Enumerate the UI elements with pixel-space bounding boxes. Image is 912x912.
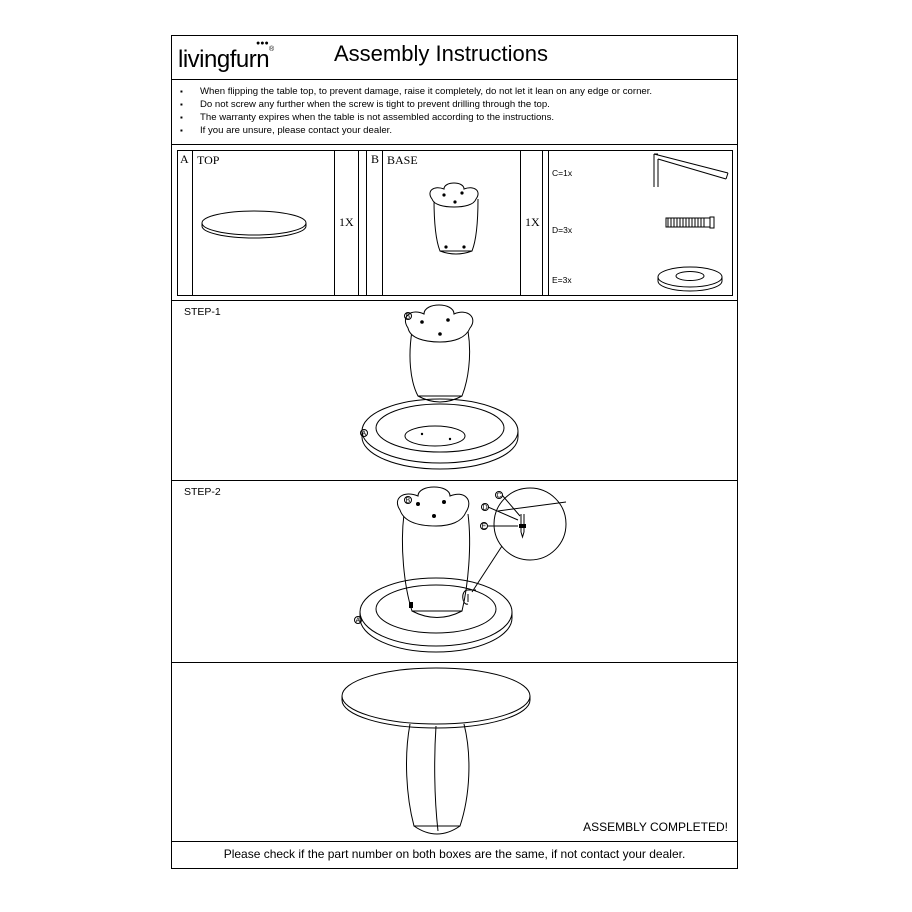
part-a-name: TOP: [197, 153, 220, 167]
step-2-label: STEP-2: [184, 486, 221, 498]
completed-table-illustration: [172, 36, 739, 870]
step-2-tag-d: D: [482, 504, 488, 512]
note-item: ▪ When flipping the table top, to prevent damage, raise it completely, do not let it lean on any edge or corner.: [178, 85, 652, 98]
page-title: Assembly Instructions: [334, 41, 548, 66]
part-a-letter: A: [180, 152, 189, 166]
step-2-tag-b: B: [405, 497, 411, 505]
part-c-label: C=1x: [552, 168, 573, 178]
part-b-name: BASE: [387, 153, 418, 167]
brand-dots-icon: ●●●: [256, 40, 269, 47]
note-item: ▪ If you are unsure, please contact your dealer.: [178, 124, 652, 137]
step-2-tag-e: E: [481, 523, 487, 531]
step-1-tag-a: A: [361, 430, 367, 438]
step-2-tag-c: C: [496, 492, 502, 500]
assembly-completed-label: ASSEMBLY COMPLETED!: [583, 820, 728, 834]
part-d-label: D=3x: [552, 225, 573, 235]
step-1-label: STEP-1: [184, 306, 221, 318]
step-2-tag-a: A: [355, 617, 361, 625]
part-b-qty: 1X: [525, 215, 540, 229]
brand-logo: livingfurn®: [178, 46, 274, 73]
note-item: ▪ Do not screw any further when the screw is tight to prevent drilling through the top.: [178, 98, 652, 111]
instruction-sheet: [171, 35, 738, 869]
note-item: ▪ The warranty expires when the table is not assembled according to the instructions.: [178, 111, 652, 124]
divider: [172, 841, 737, 842]
footer-note: Please check if the part number on both boxes are the same, if not contact your dealer.: [223, 847, 686, 861]
part-b-letter: B: [371, 152, 380, 166]
part-e-label: E=3x: [552, 275, 572, 285]
part-a-qty: 1X: [339, 215, 354, 229]
step-1-tag-b: B: [405, 313, 411, 321]
